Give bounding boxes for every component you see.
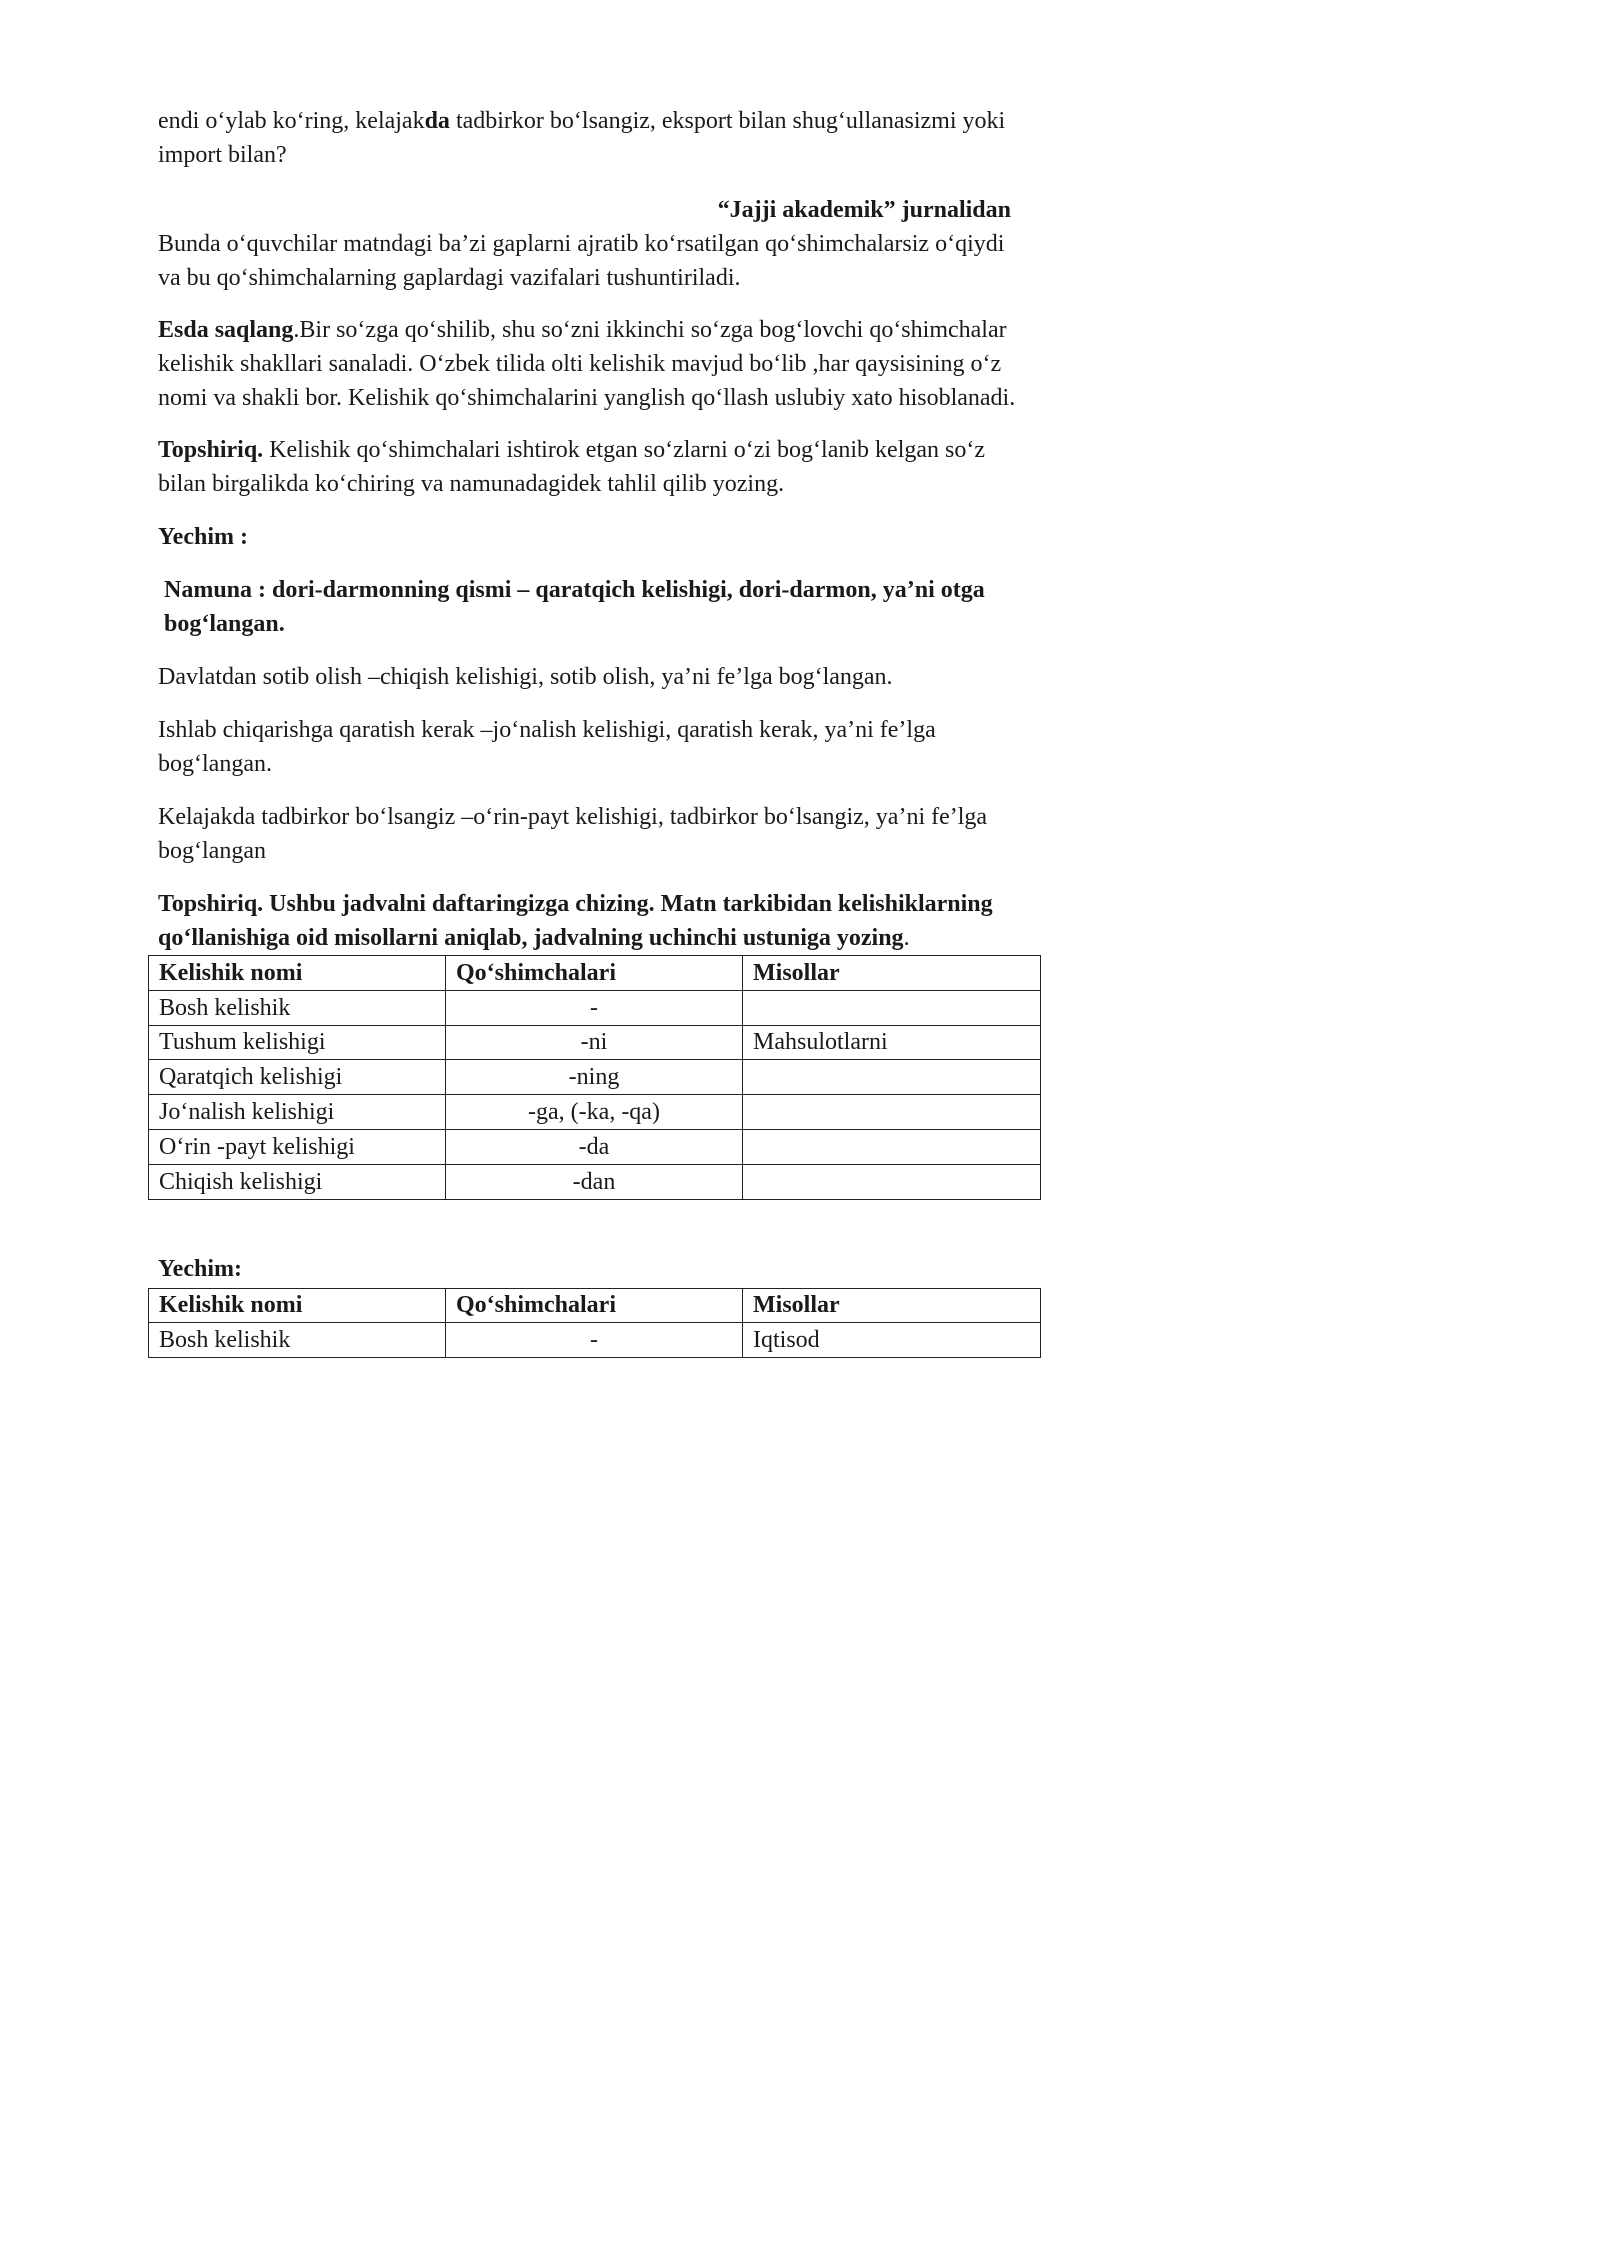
example-line-2: Ishlab chiqarishga qaratish kerak –jo‘nalish kelishigi, qaratish kerak, ya’ni fe’lga bog‘langan. bbox=[158, 717, 936, 777]
table-row bbox=[149, 1095, 1041, 1130]
task2-tail: . bbox=[903, 925, 910, 951]
table-header-row bbox=[149, 956, 1041, 991]
case-suffix-cell: -da bbox=[446, 1129, 743, 1164]
document-page bbox=[158, 104, 1033, 1358]
case-name-cell: Chiqish kelishigi bbox=[149, 1164, 446, 1199]
case-name-cell: Tushum kelishigi bbox=[149, 1025, 446, 1060]
header-cell-examples: Misollar bbox=[743, 956, 1041, 991]
table-row bbox=[149, 1025, 1041, 1060]
case-suffix-cell: - bbox=[446, 1323, 743, 1358]
esda-saqlang-text: .Bir so‘zga qo‘shilib, shu so‘zni ikkinchi so‘zga bog‘lovchi qo‘shimchalar kelishik shakllari sanaladi. O‘zbek tilida olti kelishik mavjud bo‘lib ,har qaysisining o‘z nomi va shakli bor. Kelishik qo‘shimchalarini yanglish qo‘llash uslubiy xato hisoblanadi. bbox=[158, 317, 1016, 411]
case-name-cell: Jo‘nalish kelishigi bbox=[149, 1095, 446, 1130]
header-cell-name: Kelishik nomi bbox=[149, 1288, 446, 1323]
table-row bbox=[149, 990, 1041, 1025]
task1-text: Kelishik qo‘shimchalari ishtirok etgan so‘zlarni o‘zi bog‘lanib kelgan so‘z bilan birgalikda ko‘chiring va namunadagidek tahlil qilib yozing. bbox=[158, 437, 985, 497]
solution-table bbox=[148, 1288, 1041, 1359]
task1-label: Topshiriq. bbox=[158, 437, 264, 463]
source-citation: “Jajji akademik” jurnalidan bbox=[717, 197, 1011, 223]
intro-text-2: tadbirkor bo‘lsangiz, eksport bilan shug‘ullanasizmi yoki import bilan? bbox=[158, 108, 1006, 168]
yechim-heading-2: Yechim: bbox=[158, 1255, 242, 1282]
header-cell-suffix: Qo‘shimchalari bbox=[446, 956, 743, 991]
yechim-heading-1: Yechim : bbox=[158, 524, 248, 550]
case-name-cell: O‘rin -payt kelishigi bbox=[149, 1129, 446, 1164]
example-line-3: Kelajakda tadbirkor bo‘lsangiz –o‘rin-payt kelishigi, tadbirkor bo‘lsangiz, ya’ni fe’lga bog‘langan bbox=[158, 804, 988, 864]
case-example-cell: Mahsulotlarni bbox=[743, 1025, 1041, 1060]
table-row bbox=[149, 1060, 1041, 1095]
header-cell-examples: Misollar bbox=[743, 1288, 1041, 1323]
case-suffix-cell: -ga, (-ka, -qa) bbox=[446, 1095, 743, 1130]
header-cell-suffix: Qo‘shimchalari bbox=[446, 1288, 743, 1323]
case-example-cell bbox=[743, 1060, 1041, 1095]
table-header-row bbox=[149, 1288, 1041, 1323]
case-example-cell bbox=[743, 1164, 1041, 1199]
table-row bbox=[149, 1323, 1041, 1358]
intro-text-1: endi o‘ylab ko‘ring, kelajak bbox=[158, 108, 425, 134]
case-table bbox=[148, 955, 1041, 1200]
case-example-cell bbox=[743, 1095, 1041, 1130]
task1-paragraph bbox=[158, 433, 1033, 501]
case-example-cell bbox=[743, 1129, 1041, 1164]
namuna-example: Namuna : dori-darmonning qismi – qaratqich kelishigi, dori-darmon, ya’ni otga bog‘langan. bbox=[164, 577, 985, 637]
intro-paragraph bbox=[158, 104, 1033, 172]
case-example-cell bbox=[743, 990, 1041, 1025]
case-suffix-cell: -ning bbox=[446, 1060, 743, 1095]
esda-saqlang-label: Esda saqlang bbox=[158, 317, 294, 343]
table-row bbox=[149, 1164, 1041, 1199]
esda-saqlang-paragraph bbox=[158, 313, 1033, 415]
table-row bbox=[149, 1129, 1041, 1164]
intro-bold-suffix: da bbox=[424, 108, 450, 134]
header-cell-name: Kelishik nomi bbox=[149, 956, 446, 991]
case-name-cell: Bosh kelishik bbox=[149, 990, 446, 1025]
task2-paragraph bbox=[158, 887, 1033, 955]
example-line-1: Davlatdan sotib olish –chiqish kelishigi, sotib olish, ya’ni fe’lga bog‘langan. bbox=[158, 664, 893, 690]
case-name-cell: Bosh kelishik bbox=[149, 1323, 446, 1358]
explanation-paragraph: Bunda o‘quvchilar matndagi ba’zi gaplarni ajratib ko‘rsatilgan qo‘shimchalarsiz o‘qiydi va bu qo‘shimchalarning gaplardagi vazifalari tushuntiriladi. bbox=[158, 231, 1005, 291]
case-name-cell: Qaratqich kelishigi bbox=[149, 1060, 446, 1095]
case-suffix-cell: -dan bbox=[446, 1164, 743, 1199]
case-suffix-cell: -ni bbox=[446, 1025, 743, 1060]
task2-label: Topshiriq. Ushbu jadvalni daftaringizga chizing. Matn tarkibidan kelishiklarning qo‘llanishiga oid misollarni aniqlab, jadvalning uchinchi ustuniga yozing bbox=[158, 891, 993, 951]
case-example-cell: Iqtisod bbox=[743, 1323, 1041, 1358]
case-suffix-cell: - bbox=[446, 990, 743, 1025]
